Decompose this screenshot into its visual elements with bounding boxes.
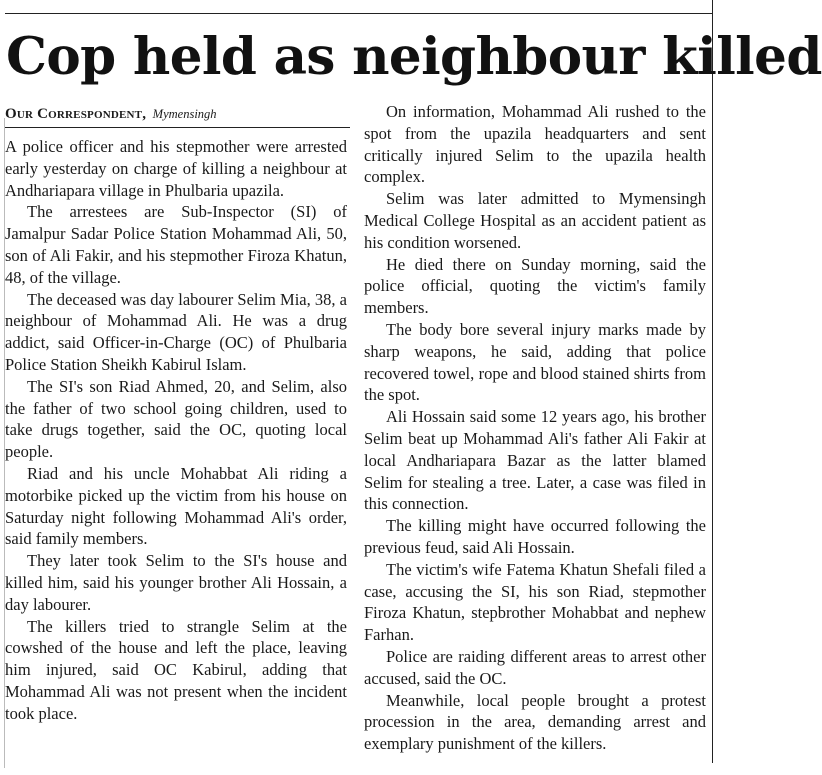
- paragraph: Meanwhile, local people brought a protest procession in the area, demanding arrest and exemplary punishment of the killers.: [364, 690, 706, 754]
- top-rule: [5, 13, 713, 14]
- right-rule: [712, 0, 713, 763]
- article-column-left: [5, 136, 347, 725]
- paragraph: On information, Mohammad Ali rushed to the spot from the upazila headquarters and sent critically injured Selim to the upazila health complex.: [364, 102, 706, 187]
- byline: [5, 104, 350, 128]
- paragraph: They later took Selim to the SI's house and killed him, said his younger brother Ali Hossain, a day labourer.: [5, 551, 347, 614]
- paragraph: Riad and his uncle Mohabbat Ali riding a motorbike picked up the victim from his house on Saturday night following Mohammad Ali's order, said family members.: [5, 463, 347, 549]
- paragraph: The killers tried to strangle Selim at the cowshed of the house and left the place, leaving him injured, said OC Kabirul, adding that Mohammad Ali was not present when the incident took place.: [5, 616, 347, 723]
- paragraph: The deceased was day labourer Selim Mia, 38, a neighbour of Mohammad Ali. He was a drug addict, said Officer-in-Charge (OC) of Phulbaria Police Station Sheikh Kabirul Islam.: [5, 289, 347, 374]
- paragraph: Selim was later admitted to Mymensingh Medical College Hospital as an accident patient as his condition worsened.: [364, 189, 706, 252]
- article-column-right: [364, 101, 706, 755]
- paragraph: A police officer and his stepmother were arrested early yesterday on charge of killing a neighbour at Andhariapara village in Phulbaria upazila.: [5, 137, 347, 200]
- headline: Cop held as neighbour killed: [6, 27, 822, 87]
- paragraph: The SI's son Riad Ahmed, 20, and Selim, also the father of two school going children, used to take drugs together, said the OC, quoting local people.: [5, 376, 347, 462]
- paragraph: He died there on Sunday morning, said the police official, quoting the victim's family members.: [364, 254, 706, 318]
- paragraph: Police are raiding different areas to arrest other accused, said the OC.: [364, 646, 706, 688]
- byline-location: Mymensingh: [152, 107, 217, 121]
- paragraph: Ali Hossain said some 12 years ago, his brother Selim beat up Mohammad Ali's father Ali Fakir at local Andhariapara Bazar as the latter blamed Selim for stealing a tree. Later, a case was filed in this connection.: [364, 407, 706, 514]
- paragraph: The killing might have occurred following the previous feud, said Ali Hossain.: [364, 516, 706, 557]
- paragraph: The body bore several injury marks made by sharp weapons, he said, adding that police recovered towel, rope and blood stained shirts from the spot.: [364, 319, 706, 405]
- paragraph: The arrestees are Sub-Inspector (SI) of Jamalpur Sadar Police Station Mohammad Ali, 50, son of Ali Fakir, and his stepmother Firoza Khatun, 48, of the village.: [5, 202, 347, 287]
- byline-correspondent: Our Correspondent,: [5, 106, 147, 122]
- paragraph: The victim's wife Fatema Khatun Shefali filed a case, accusing the SI, his son Riad, stepmother Firoza Khatun, stepbrother Mohabbat and nephew Farhan.: [364, 559, 706, 645]
